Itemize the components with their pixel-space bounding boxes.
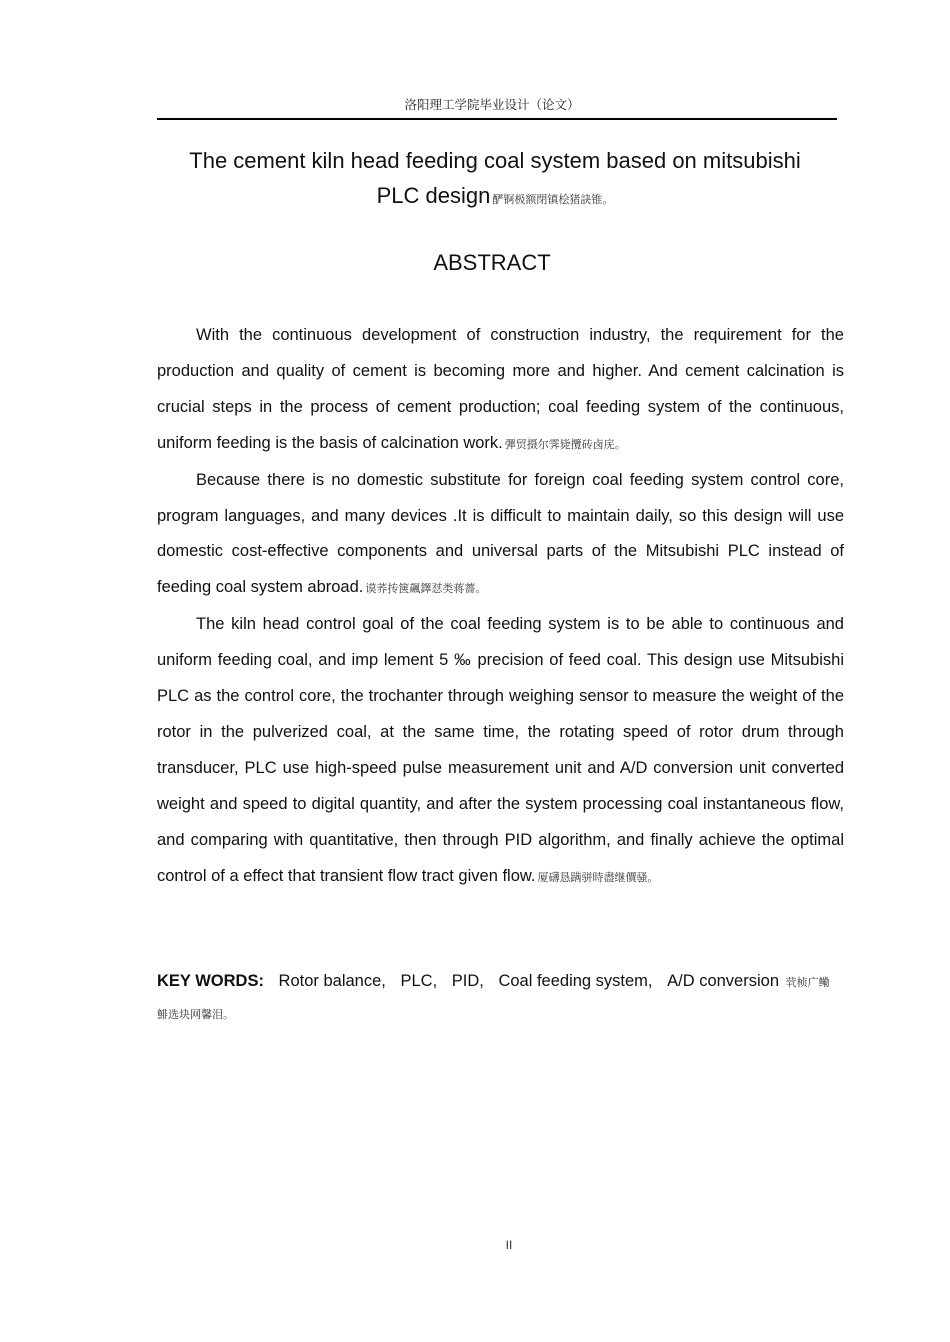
title-line-1: The cement kiln head feeding coal system based on mitsubishi — [189, 148, 801, 173]
paragraph-text: The kiln head control goal of the coal feeding system is to be able to continuous and uniform feeding coal, and imp lement 5 ‰ precision of feed coal. This design use Mitsubishi PLC as the control core, the trochanter through weighing sensor to measure the weight of the rotor in the pulverized coal, at the same time, the rotating speed of rotor drum through transducer, PLC use high-speed pulse measurement unit and A/D conversion unit converted weight and speed to digital quantity, and after the system processing coal instantaneous flow, and comparing with quantitative, then through PID algorithm, and finally achieve the optimal control of a effect that transient flow tract given flow. — [157, 615, 844, 885]
keywords-block — [157, 966, 837, 1030]
keyword-item: Coal feeding system, — [498, 972, 653, 990]
paragraph-garble-text: 厦礴恳蹒骈時盡继價骚。 — [537, 870, 659, 884]
abstract-paragraph-2 — [157, 463, 844, 608]
keyword-item: Rotor balance, — [278, 972, 386, 990]
running-header: 洛阳理工学院毕业设计（论文） — [404, 97, 580, 112]
paper-title — [150, 143, 840, 217]
keywords-label: KEY WORDS: — [157, 972, 264, 990]
title-garble-text: 酽锕极额閉镇桧猪訣锥。 — [492, 193, 614, 206]
abstract-paragraph-3 — [157, 607, 844, 895]
keyword-item: A/D conversion — [667, 972, 779, 990]
header-rule — [157, 118, 837, 120]
page-number: II — [505, 1238, 513, 1252]
abstract-paragraph-1 — [157, 318, 844, 463]
keywords-garble-text: 茕桢广鳓鯡选块网馨泪。 — [157, 976, 830, 1021]
keyword-item: PLC, — [400, 972, 438, 990]
paragraph-text: Because there is no domestic substitute for foreign coal feeding system control core, program languages, and many devices .It is difficult to maintain daily, so this design will use domestic cost-effective components and universal parts of the Mitsubishi PLC instead of feeding coal system abroad. — [157, 470, 844, 597]
paragraph-garble-text: 彈贸摄尔霁毙攬砖卤庑。 — [504, 437, 626, 451]
paragraph-text: With the continuous development of construction industry, the requirement for the production and quality of cement is becoming more and higher. And cement calcination is crucial steps in the process of cement production; coal feeding system of the continuous, uniform feeding is the basis of calcination work. — [157, 326, 844, 452]
paragraph-garble-text: 谟荞抟箧飆鐸怼类蒋薔。 — [365, 582, 487, 596]
abstract-heading: ABSTRACT — [433, 250, 551, 275]
abstract-body — [157, 318, 844, 896]
title-line-2: PLC design — [376, 183, 491, 208]
keyword-item: PID, — [451, 972, 484, 990]
